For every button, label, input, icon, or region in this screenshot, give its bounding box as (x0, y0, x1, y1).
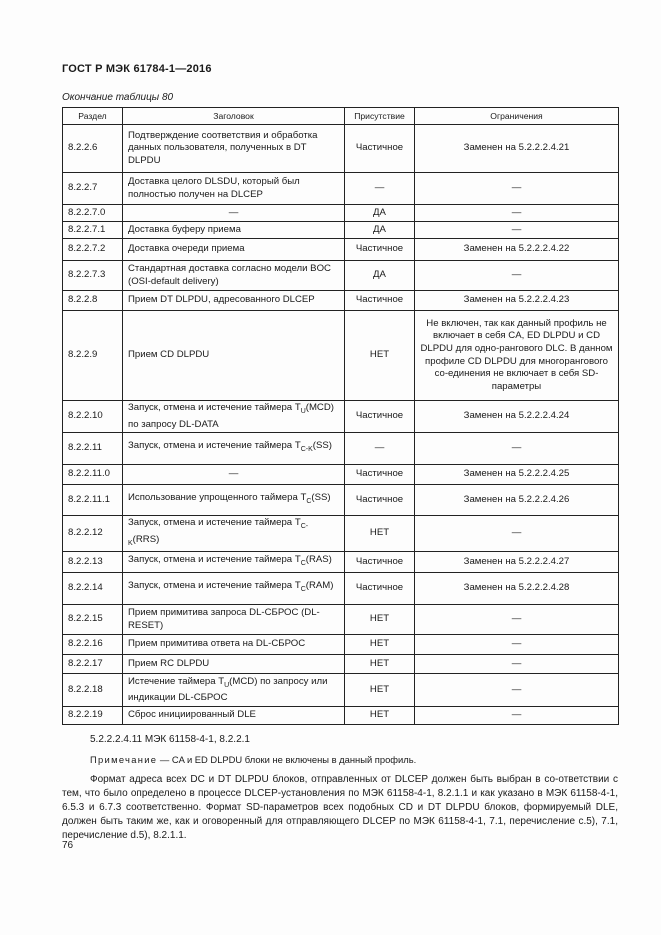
cell-title-tail: (MCD) по запросу DL-DATA (128, 402, 334, 430)
table-row (63, 173, 619, 205)
cell-presence: ДА (345, 222, 415, 239)
table-row (63, 605, 619, 635)
cell-title-tail: (SS) (312, 440, 332, 452)
cell-section: 8.2.2.11.0 (63, 465, 123, 485)
cell-presence: НЕТ (345, 655, 415, 674)
table-row (63, 516, 619, 552)
cell-title (123, 573, 345, 605)
cell-limits: — (415, 173, 619, 205)
table-row (63, 552, 619, 573)
cell-title: Прием примитива ответа на DL-СБРОС (123, 635, 345, 655)
cell-section: 8.2.2.8 (63, 291, 123, 311)
cell-title (123, 516, 345, 552)
cell-section: 8.2.2.13 (63, 552, 123, 573)
cell-title: Прием CD DLPDU (123, 311, 345, 401)
cell-limits: — (415, 516, 619, 552)
clause-reference: 5.2.2.2.4.11 МЭК 61158-4-1, 8.2.2.1 (90, 734, 250, 745)
cell-section: 8.2.2.15 (63, 605, 123, 635)
cell-title-text: Запуск, отмена и истечение таймера T (128, 402, 301, 413)
cell-presence: Частичное (345, 485, 415, 516)
cell-presence: Частичное (345, 465, 415, 485)
column-header-limits: Ограничения (415, 108, 619, 125)
table-caption: Окончание таблицы 80 (62, 92, 174, 103)
cell-limits: Заменен на 5.2.2.2.4.25 (415, 465, 619, 485)
cell-title: Подтверждение соответствия и обработка данных пользователя, полученных в DT DLPDU (123, 125, 345, 173)
cell-section: 8.2.2.7.1 (63, 222, 123, 239)
cell-title (123, 485, 345, 516)
cell-section: 8.2.2.11 (63, 433, 123, 465)
cell-title-subscript: C (300, 586, 306, 594)
cell-title-subscript: C-K (128, 523, 309, 547)
cell-presence: ДА (345, 261, 415, 291)
cell-title-subscript: U (224, 681, 230, 689)
cell-title-text: Запуск, отмена и истечение таймера T (128, 440, 301, 452)
cell-limits: — (415, 222, 619, 239)
table-row (63, 205, 619, 222)
column-header-presence: Присутствие (345, 108, 415, 125)
cell-section: 8.2.2.17 (63, 655, 123, 674)
cell-title: Стандартная доставка согласно модели BOC (OSI-default delivery) (123, 261, 345, 291)
cell-section: 8.2.2.19 (63, 707, 123, 725)
table-row (63, 261, 619, 291)
cell-title-text: Запуск, отмена и истечение таймера T (128, 553, 301, 565)
cell-title-subscript: C (300, 559, 306, 567)
table-header-row (63, 108, 619, 125)
cell-section: 8.2.2.11.1 (63, 485, 123, 516)
document-header: ГОСТ Р МЭК 61784-1—2016 (62, 63, 212, 75)
notes-block (62, 733, 618, 843)
body-paragraph: Формат адреса всех DC и DT DLPDU блоков, отправленных от DLCEP должен быть выбран в со-ответствии с тем, что было определено в процессе DLCEP-установления по МЭК 61158-4-1, 8.2.1.1 и как указано в МЭК 61158-4-1, 6.5.3 и 6.7.3 соответственно. Формат SD-параметров всех подобных CD и DT DLPDU блоков, формируемый DLE, должен быть таким же, как и оговоренный для отправляющего DLCEP по МЭК 61158-4-1, 7.1, перечисление с.5), 7.1, перечисление d.5), 8.2.1.1. (62, 774, 618, 841)
note-text: — CA и ED DLPDU блоки не включены в данный профиль. (157, 754, 417, 765)
cell-limits: Не включен, так как данный профиль не включает в себя CA, ED DLPDU и CD DLPDU для одно-рангового DLC. В данном профиле CD DLPDU для многорангового со-единения не включает в себя SD-параметры (415, 311, 619, 401)
table-row (63, 573, 619, 605)
cell-limits: — (415, 635, 619, 655)
cell-title (123, 433, 345, 465)
cell-title (123, 552, 345, 573)
cell-limits: — (415, 605, 619, 635)
cell-title: Доставка целого DLSDU, который был полностью получен на DLCEP (123, 173, 345, 205)
cell-title: — (123, 205, 345, 222)
note-label: Примечание (90, 754, 158, 765)
table-row (63, 239, 619, 261)
cell-title-text: Использование упрощенного таймера T (128, 491, 307, 503)
cell-title: Доставка очереди приема (123, 239, 345, 261)
table-row (63, 655, 619, 674)
table-row (63, 674, 619, 707)
cell-title: — (123, 465, 345, 485)
cell-limits: Заменен на 5.2.2.2.4.26 (415, 485, 619, 516)
table-row (63, 311, 619, 401)
requirements-table (62, 107, 619, 725)
cell-presence: НЕТ (345, 707, 415, 725)
cell-limits: Заменен на 5.2.2.2.4.23 (415, 291, 619, 311)
cell-limits: — (415, 655, 619, 674)
cell-title: Сброс инициированный DLE (123, 707, 345, 725)
table-row (63, 433, 619, 465)
cell-title-tail: (RAS) (305, 553, 332, 565)
table-row (63, 485, 619, 516)
cell-title-tail: (SS) (311, 491, 331, 503)
cell-presence: Частичное (345, 125, 415, 173)
cell-limits: — (415, 674, 619, 707)
cell-section: 8.2.2.10 (63, 401, 123, 433)
cell-title-tail: (MCD) по запросу или индикации DL-СБРОС (128, 675, 328, 704)
cell-presence: НЕТ (345, 605, 415, 635)
cell-title-tail: (RAM) (305, 580, 334, 592)
table-row (63, 401, 619, 433)
cell-section: 8.2.2.7 (63, 173, 123, 205)
cell-title-text: Истечение таймера T (128, 675, 225, 687)
cell-section: 8.2.2.16 (63, 635, 123, 655)
cell-limits: — (415, 205, 619, 222)
cell-presence: — (345, 173, 415, 205)
note (62, 753, 618, 767)
cell-presence: Частичное (345, 552, 415, 573)
cell-section: 8.2.2.6 (63, 125, 123, 173)
table-row (63, 222, 619, 239)
cell-limits: — (415, 261, 619, 291)
cell-limits: Заменен на 5.2.2.2.4.27 (415, 552, 619, 573)
cell-section: 8.2.2.7.3 (63, 261, 123, 291)
cell-section: 8.2.2.7.0 (63, 205, 123, 222)
cell-limits: Заменен на 5.2.2.2.4.21 (415, 125, 619, 173)
cell-section: 8.2.2.18 (63, 674, 123, 707)
cell-section: 8.2.2.9 (63, 311, 123, 401)
cell-title-tail: (RRS) (132, 533, 160, 545)
column-header-title: Заголовок (123, 108, 345, 125)
cell-title: Прием примитива запроса DL-СБРОС (DL-RESET) (123, 605, 345, 635)
column-header-section: Раздел (63, 108, 123, 125)
cell-title-text: Запуск, отмена и истечение таймера T (128, 517, 301, 529)
table-row (63, 465, 619, 485)
cell-title-subscript: C-K (300, 446, 313, 454)
cell-limits: Заменен на 5.2.2.2.4.22 (415, 239, 619, 261)
page-number: 76 (62, 840, 74, 851)
table-row (63, 125, 619, 173)
table-row (63, 635, 619, 655)
cell-limits: — (415, 433, 619, 465)
cell-presence: ДА (345, 205, 415, 222)
cell-title-subscript: C (306, 497, 312, 505)
cell-title: Прием DT DLPDU, адресованного DLCEP (123, 291, 345, 311)
cell-presence: Частичное (345, 401, 415, 433)
cell-presence: Частичное (345, 573, 415, 605)
table-row (63, 707, 619, 725)
cell-title: Доставка буферу приема (123, 222, 345, 239)
cell-section: 8.2.2.7.2 (63, 239, 123, 261)
cell-limits: — (415, 707, 619, 725)
cell-presence: — (345, 433, 415, 465)
cell-limits: Заменен на 5.2.2.2.4.28 (415, 573, 619, 605)
cell-presence: НЕТ (345, 674, 415, 707)
cell-limits: Заменен на 5.2.2.2.4.24 (415, 401, 619, 433)
cell-presence: НЕТ (345, 516, 415, 552)
table-body (63, 125, 619, 725)
cell-presence: НЕТ (345, 635, 415, 655)
cell-title (123, 674, 345, 707)
cell-title-subscript: U (300, 407, 306, 415)
cell-presence: НЕТ (345, 311, 415, 401)
cell-presence: Частичное (345, 239, 415, 261)
cell-title-text: Запуск, отмена и истечение таймера T (128, 580, 301, 592)
cell-title (123, 401, 345, 433)
table-row (63, 291, 619, 311)
cell-section: 8.2.2.14 (63, 573, 123, 605)
cell-presence: Частичное (345, 291, 415, 311)
cell-title: Прием RC DLPDU (123, 655, 345, 674)
cell-section: 8.2.2.12 (63, 516, 123, 552)
